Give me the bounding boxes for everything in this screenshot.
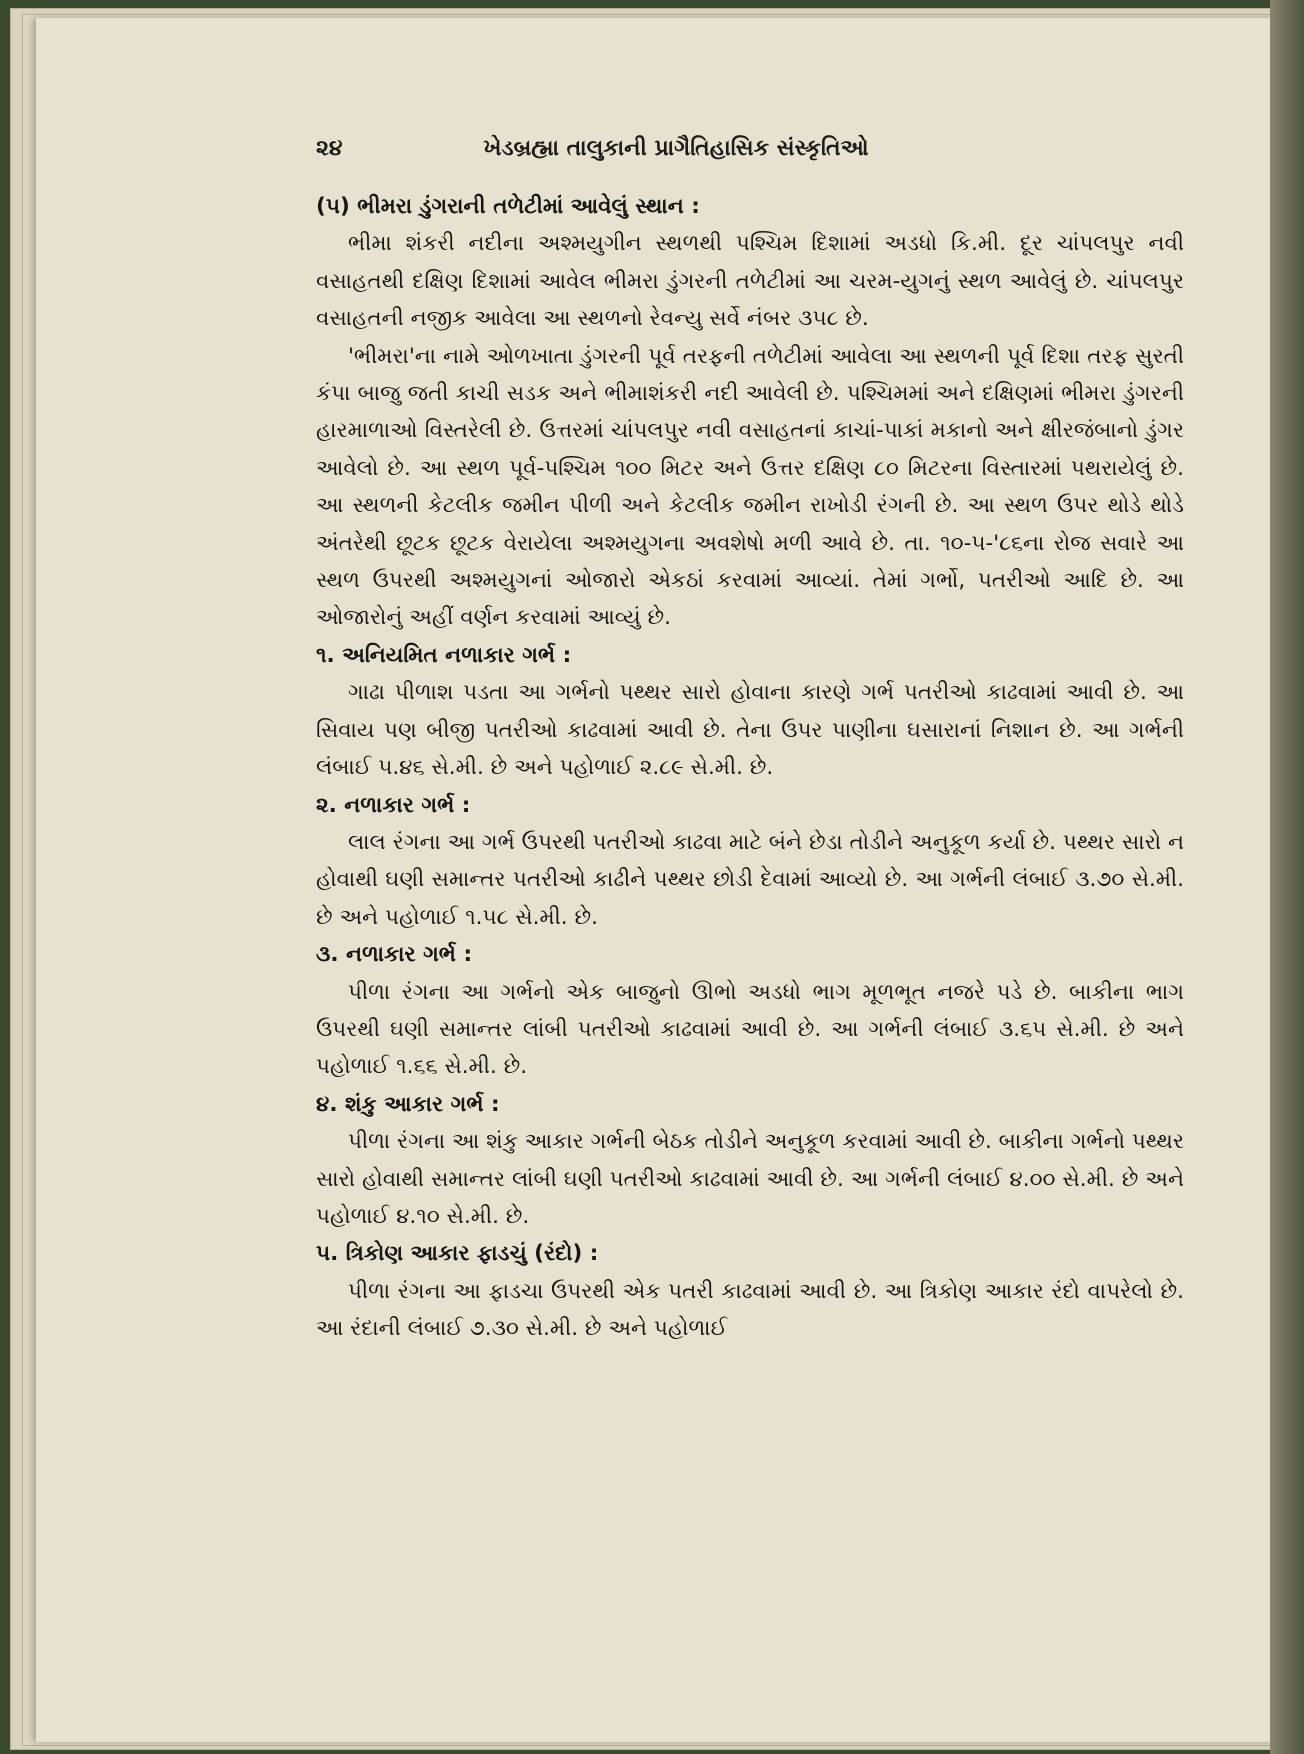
subsection-heading: ૪. શંકુ આકાર ગર્ભ : bbox=[316, 1091, 500, 1117]
paragraph: પીળા રંગના આ શંકુ આકાર ગર્ભની બેઠક તોડીને અનુકૂળ કરવામાં આવી છે. બાકીના ગર્ભનો પથ્થર સારો હોવાથી સમાન્તર લાંબી ઘણી પતરીઓ કાઢવામાં આવી છે. આ ગર્ભની લંબાઈ ૪.૦૦ સે.મી. છે અને પહોળાઈ ૪.૧૦ સે.મી. છે. bbox=[316, 1129, 1184, 1229]
paragraph: પીળા રંગના આ ફાડચા ઉપરથી એક પતરી કાઢવામાં આવી છે. આ ત્રિકોણ આકાર રંદો વાપરેલો છે. આ રંદાની લંબાઈ ૭.૩૦ સે.મી. છે અને પહોળાઈ bbox=[316, 1278, 1184, 1342]
subsection-heading: ૧. અનિયમિત નળાકાર ગર્ભ : bbox=[316, 642, 572, 668]
running-title: ખેડબ્રહ્મા તાલુકાની પ્રાગૈતિહાસિક સંસ્કૃતિઓ bbox=[483, 135, 869, 161]
section-heading: (૫) ભીમરા ડુંગરાની તળેટીમાં આવેલું સ્થાન : bbox=[316, 194, 700, 219]
page-number: ૨૪ bbox=[316, 135, 343, 161]
binding-shadow bbox=[1270, 0, 1304, 1754]
subsection-heading: ૩. નળાકાર ગર્ભ : bbox=[316, 942, 473, 968]
paragraph: ભીમા શંકરી નદીના અશ્મયુગીન સ્થળથી પશ્ચિમ દિશામાં અડધો કિ.મી. દૂર ચાંપલપુર નવી વસાહતથી દક્ષિણ દિશામાં આવેલ ભીમરા ડુંગરની તળેટીમાં આ ચરમ-યુગનું સ્થળ આવેલું છે. ચાંપલપુર વસાહતની નજીક આવેલા આ સ્થળનો રેવન્યુ સર્વે નંબર ૩૫૮ છે. bbox=[316, 231, 1184, 332]
paragraph: લાલ રંગના આ ગર્ભ ઉપરથી પતરીઓ કાઢવા માટે બંને છેડા તોડીને અનુકૂળ કર્યા છે. પથ્થર સારો ન હોવાથી ઘણી સમાન્તર પતરીઓ કાઢીને પથ્થર છોડી દેવામાં આવ્યો છે. આ ગર્ભની લંબાઈ ૩.૭૦ સે.મી. છે અને પહોળાઈ ૧.૫૮ સે.મી. છે. bbox=[316, 829, 1184, 930]
paragraph: 'ભીમરા'ના નામે ઓળખાતા ડુંગરની પૂર્વ તરફની તળેટીમાં આવેલા આ સ્થળની પૂર્વ દિશા તરફ સુરતી કંપા બાજુ જતી કાચી સડક અને ભીમાશંકરી નદી આવેલી છે. પશ્ચિમમાં અને દક્ષિણમાં ભીમરા ડુંગરની હારમાળાઓ વિસ્તરેલી છે. ઉત્તરમાં ચાંપલપુર નવી વસાહતનાં કાચાં-પાકાં મકાનો અને ક્ષીરજંબાનો ડુંગર આવેલો છે. આ સ્થળ પૂર્વ-પશ્ચિમ ૧૦૦ મિટર અને ઉત્તર દક્ષિણ ૮૦ મિટરના વિસ્તારમાં પથરાયેલું છે. આ સ્થળની કેટલીક જમીન પીળી અને કેટલીક જમીન રાખોડી રંગની છે. આ સ્થળ ઉપર થોડે થોડે અંતરેથી છૂટક છૂટક વેરાયેલા અશ્મયુગના અવશેષો મળી આવે છે. તા. ૧૦-૫-'૮૬ના રોજ સવારે આ સ્થળ ઉપરથી અશ્મયુગનાં ઓજારો એકઠાં કરવામાં આવ્યાં. તેમાં ગર્ભો, પતરીઓ આદિ છે. આ ઓજારોનું અહીં વર્ણન કરવામાં આવ્યું છે. bbox=[316, 343, 1184, 631]
subsection-heading: ૫. ત્રિકોણ આકાર ફાડચું (રંદો) : bbox=[316, 1241, 599, 1267]
page-body bbox=[316, 188, 1184, 1348]
subsection-heading: ૨. નળાકાર ગર્ભ : bbox=[316, 792, 471, 818]
paragraph: પીળા રંગના આ ગર્ભનો એક બાજુનો ઊભો અડધો ભાગ મૂળભૂત નજરે પડે છે. બાકીના ભાગ ઉપરથી ઘણી સમાન્તર લાંબી પતરીઓ કાઢવામાં આવી છે. આ ગર્ભની લંબાઈ ૩.૬૫ સે.મી. છે અને પહોળાઈ ૧.૬૬ સે.મી. છે. bbox=[316, 979, 1184, 1080]
paragraph: ગાઢા પીળાશ પડતા આ ગર્ભનો પથ્થર સારો હોવાના કારણે ગર્ભ પતરીઓ કાઢવામાં આવી છે. આ સિવાય પણ બીજી પતરીઓ કાઢવામાં આવી છે. તેના ઉપર પાણીના ઘસારાનાં નિશાન છે. આ ગર્ભની લંબાઈ ૫.૪૬ સે.મી. છે અને પહોળાઈ ૨.૮૯ સે.મી. છે. bbox=[316, 680, 1184, 781]
page-header bbox=[316, 128, 976, 168]
